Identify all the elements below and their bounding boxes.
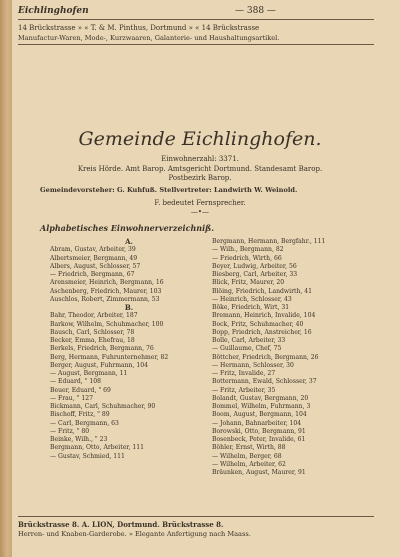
letter-heading: A.: [125, 238, 133, 246]
directory-entry: Berkels, Friedrich, Bergmann, 76: [50, 345, 154, 353]
directory-entry: Böke, Friedrich, Wirt, 31: [212, 304, 290, 311]
footer-rule: [18, 516, 374, 517]
section-heading: Alphabetisches Einwohnerverzeichniß.: [40, 223, 214, 233]
directory-entry: Bommel, Wilhelm, Fuhrmann, 3: [212, 403, 311, 410]
directory-entry: — Johann, Bahnarbeiter, 104: [212, 419, 302, 427]
directory-entry: — Friedrich, Bergmann, 67: [50, 271, 135, 278]
directory-entry: — Guillaume, Chef, 75: [212, 345, 282, 353]
directory-entry: Berger, August, Fuhrmann, 104: [50, 361, 148, 369]
directory-entry: — Gustav, Schmied, 111: [50, 452, 125, 460]
directory-entry: Bausch, Carl, Schlosser, 78: [50, 328, 135, 336]
directory-entry: — Fritz, " 80: [50, 427, 90, 435]
directory-entry: Böhler, Ernst, Wirth, 88: [212, 444, 286, 452]
directory-entry: Bergmann, Otto, Arbeiter, 111: [50, 444, 145, 452]
advertisement-top-line1: 14 Brückstrasse » « T. & M. Pinthus, Dortmund » « 14 Brückstrasse: [18, 24, 260, 32]
directory-entry: Bremann, Heinrich, Invalide, 104: [212, 312, 316, 320]
directory-entry: Arensmeier, Heinrich, Bergmann, 16: [50, 279, 164, 287]
directory-entry: Auschlos, Robert, Zimmermann, 53: [50, 295, 160, 303]
district-info: Kreis Hörde. Amt Barop. Amtsgericht Dortmund. Standesamt Barop.: [77, 165, 323, 173]
directory-entry: Bickmann, Carl, Schuhmacher, 90: [50, 403, 156, 410]
left-column: [50, 238, 208, 461]
letter-heading: B.: [124, 304, 134, 312]
population: Einwohnerzahl: 3371.: [161, 155, 239, 163]
directory-entry: Bopp, Friedrich, Anstreicher, 16: [212, 328, 312, 336]
directory-entry: — Wilhelm, Arbeiter, 62: [212, 460, 286, 468]
directory-entry: Bottermann, Ewald, Schlosser, 37: [212, 378, 317, 386]
directory-entry: Boom, August, Bergmann, 104: [212, 411, 307, 419]
advertisement-bottom-line1: Brückstrasse 8. A. LION, Dortmund. Brückstrasse 8.: [18, 520, 224, 529]
directory-entry: Bahr, Theodor, Arbeiter, 187: [50, 312, 138, 320]
directory-entry: Beyer, Ludwig, Arbeiter, 56: [212, 262, 297, 270]
header-rule: [18, 19, 374, 20]
directory-entry: Bosenbeck, Peter, Invalide, 61: [212, 436, 306, 443]
directory-entry: — Wilh., Bergmann, 82: [212, 246, 284, 254]
directory-entry: — Hermann, Schlosser, 30: [212, 361, 294, 369]
directory-entry: Bolle, Carl, Arbeiter, 33: [212, 337, 286, 344]
running-header-place: Eichlinghofen: [18, 6, 89, 16]
directory-entry: Bock, Fritz, Schuhmacher, 40: [212, 320, 304, 328]
directory-entry: Bräunken, August, Maurer, 91: [212, 469, 306, 476]
directory-entry: Borowski, Otto, Bergmann, 91: [212, 427, 306, 435]
postal-district: Postbezirk Barop.: [168, 174, 232, 182]
directory-entry: Barkow, Wilhelm, Schuhmacher, 100: [50, 320, 164, 328]
directory-entry: — Fritz, Arbeiter, 35: [212, 386, 276, 394]
directory-entry: Abram, Gustav, Arbeiter, 39: [50, 246, 136, 254]
advertisement-top-line2: Manufactur-Waren, Mode-, Kurzwaaren, Galanterie- und Haushaltungsartikel.: [18, 34, 280, 42]
directory-entry: Beuer, Eduard, " 69: [50, 386, 111, 394]
directory-entry: Albers, August, Schlosser, 57: [50, 262, 141, 270]
directory-entry: — Carl, Bergmann, 63: [50, 419, 119, 427]
directory-entry: Berg, Hermann, Fuhrunternehmer, 82: [50, 353, 169, 361]
page-number: — 388 —: [235, 6, 276, 16]
directory-entry: — August, Bergmann, 11: [50, 370, 128, 377]
advertisement-rule: [18, 44, 374, 45]
book-page-edge: [0, 0, 12, 557]
directory-entry: Böttcher, Friedrich, Bergmann, 26: [212, 353, 319, 361]
officials: Gemeindevorsteher: G. Kuhfuß. Stellvertreter: Landwirth W. Weinold.: [40, 186, 298, 194]
ornament: —•—: [190, 208, 210, 216]
directory-entry: — Eduard, " 108: [50, 378, 101, 386]
directory-entry: Bergmann, Hermann, Bergfahr., 111: [212, 238, 326, 245]
directory-entry: — Wilhelm, Berger, 68: [212, 452, 282, 460]
directory-entry: Blick, Fritz, Maurer, 20: [212, 279, 285, 287]
directory-entry: Becker, Emma, Ehefrau, 18: [50, 337, 135, 344]
right-column: [212, 238, 370, 477]
directory-entry: Aschenberg, Friedrich, Maurer, 103: [50, 287, 162, 295]
directory-entry: Bolandt, Gustav, Bergmann, 20: [212, 394, 309, 402]
directory-entry: — Frau, " 127: [50, 394, 93, 402]
directory-entry: Bischoff, Fritz, " 89: [50, 411, 110, 419]
directory-entry: Blöing, Friedrich, Landwirth, 41: [212, 287, 312, 295]
directory-entry: Albertsmeier, Bergmann, 49: [50, 254, 138, 262]
phone-note: F. bedeutet Fernsprecher.: [154, 199, 246, 207]
directory-entry: — Heinrich, Schlosser, 43: [212, 295, 292, 303]
page-title: Gemeinde Eichlinghofen.: [78, 128, 322, 150]
directory-entry: Beinke, Wilh., " 23: [50, 436, 108, 443]
directory-entry: Biesberg, Carl, Arbeiter, 33: [212, 271, 298, 278]
directory-entry: — Friedrich, Wirth, 66: [212, 254, 282, 262]
advertisement-bottom-line2: Herren- und Knaben-Garderobe. » Elegante Anfertigung nach Maass.: [18, 530, 251, 538]
directory-entry: — Fritz, Invalide, 27: [212, 370, 276, 377]
